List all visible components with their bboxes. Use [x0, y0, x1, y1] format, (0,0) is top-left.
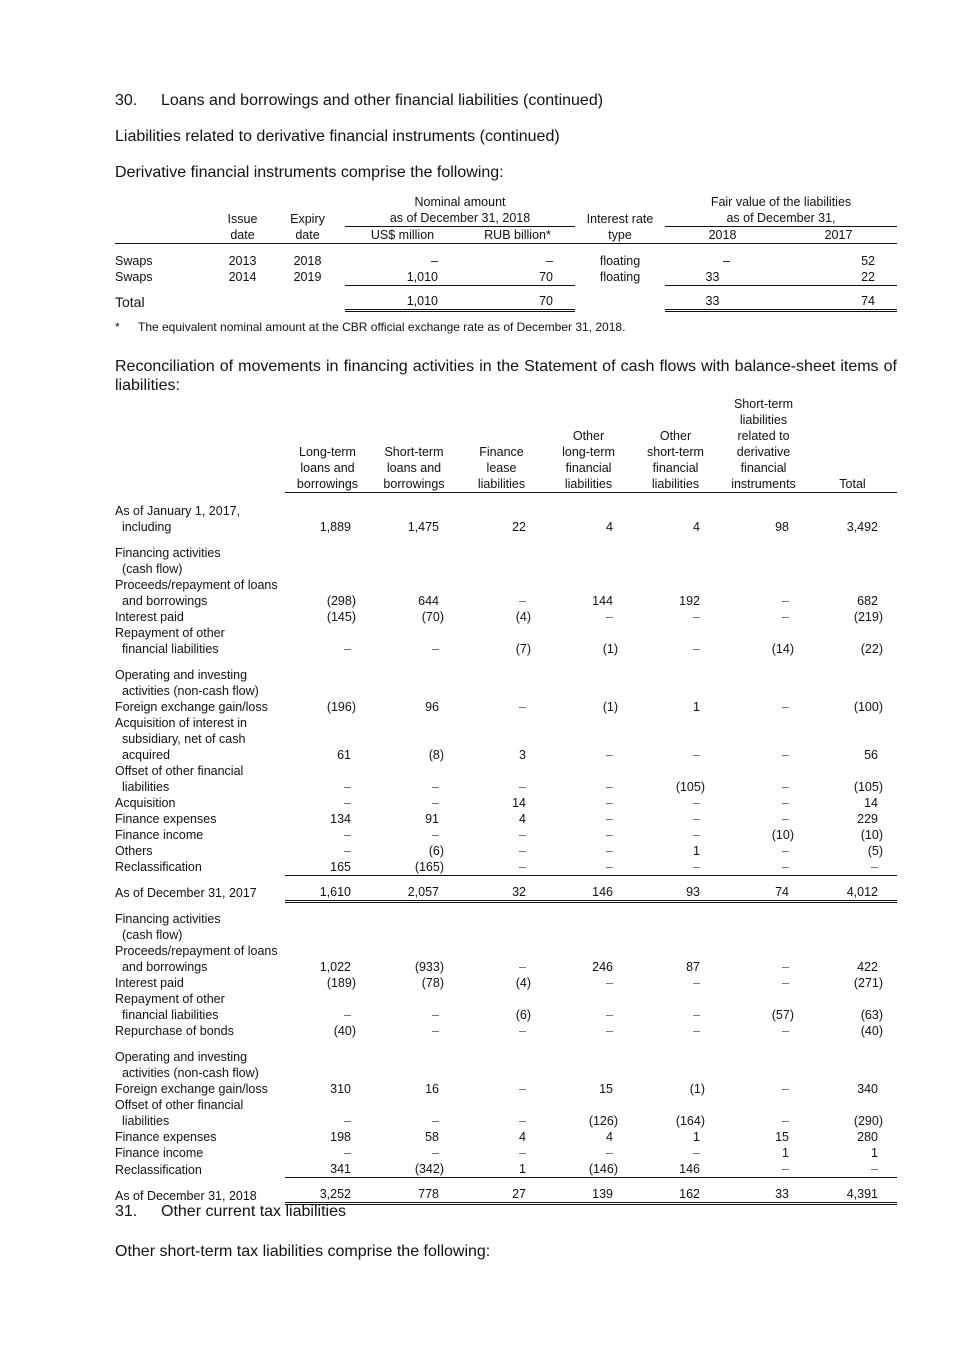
cell-value: –: [782, 976, 789, 990]
table-row: [115, 1097, 897, 1129]
cell-value: –: [693, 976, 700, 990]
cell-value: –: [808, 859, 897, 876]
cell-value: (146): [545, 1161, 632, 1178]
intro-text: Derivative financial instruments comprise the following:: [115, 164, 504, 181]
table-row: Swaps 2013 2018 – – floating – 52: [115, 254, 875, 268]
cell-value: –: [432, 641, 439, 656]
cell-value: (105): [675, 779, 705, 794]
cell-value: (4): [515, 609, 531, 624]
row-label: Operating and investing activities (non-cash flow): [115, 667, 259, 698]
table-row: [115, 699, 897, 715]
row-label: Finance expenses: [115, 811, 217, 826]
cell-value: 15: [599, 1082, 613, 1096]
row-label: Repurchase of bonds: [115, 1024, 234, 1038]
cell-value: –: [432, 779, 439, 794]
row-label: Reclassification: [115, 860, 202, 874]
cell-value: (22): [860, 641, 883, 656]
cell-value: [808, 657, 897, 699]
row-label: Operating and investing activities (non-cash flow): [115, 1050, 259, 1080]
cell-value: [458, 535, 545, 577]
cell-value: –: [344, 827, 351, 842]
cell-value: 4: [606, 1130, 613, 1144]
cell-value: –: [432, 795, 439, 810]
cell-value: [458, 657, 545, 699]
cell-value: –: [519, 827, 526, 842]
table-row: [115, 943, 897, 975]
cell-value: –: [606, 827, 613, 842]
cell-value: –: [344, 795, 351, 810]
row-label: Acquisition: [115, 795, 176, 810]
cell-value: –: [344, 1008, 351, 1022]
cell-value: –: [782, 960, 789, 974]
table-row: [115, 859, 897, 876]
cell-value: 198: [330, 1130, 351, 1144]
cell-value: 1,610: [285, 875, 370, 901]
cell-value: –: [782, 779, 789, 794]
cell-value: –: [519, 1114, 526, 1128]
cell-value: (5): [867, 843, 883, 858]
row-label: Foreign exchange gain/loss: [115, 699, 268, 714]
cell-value: –: [344, 779, 351, 794]
cell-value: [545, 1039, 632, 1081]
cell-value: 16: [425, 1082, 439, 1096]
cell-value: (10): [771, 827, 794, 842]
cell-value: (126): [588, 1114, 618, 1128]
cell-value: 1: [458, 1161, 545, 1178]
balance-row: [115, 1178, 897, 1204]
cell-value: [719, 901, 808, 943]
cell-value: –: [519, 699, 526, 714]
cell-value: 4,012: [808, 875, 897, 901]
cell-value: (1): [689, 1082, 705, 1096]
cell-value: 98: [775, 519, 789, 534]
table-row: [115, 609, 897, 625]
balance-row: [115, 875, 897, 901]
cell-value: –: [344, 843, 351, 858]
cell-value: 14: [864, 795, 878, 810]
cell-value: 644: [418, 593, 439, 608]
cell-value: 91: [425, 811, 439, 826]
cell-value: (6): [428, 843, 444, 858]
cell-value: (1): [602, 699, 618, 714]
cell-value: (40): [860, 1024, 883, 1038]
cell-value: 4: [606, 519, 613, 534]
cell-value: 4: [519, 811, 526, 826]
section-heading-row: [115, 901, 897, 943]
cell-value: 14: [512, 795, 526, 810]
cell-value: –: [545, 859, 632, 876]
cell-value: –: [432, 1114, 439, 1128]
cell-value: –: [606, 609, 613, 624]
cell-value: (4): [515, 976, 531, 990]
row-label: Acquisition of interest in subsidiary, net of cash acquired: [115, 715, 248, 762]
cell-value: 1,889: [319, 519, 351, 534]
cell-value: [285, 901, 370, 943]
cell-value: [808, 901, 897, 943]
cell-value: 682: [857, 593, 878, 608]
cell-value: (196): [326, 699, 356, 714]
cell-value: (14): [771, 641, 794, 656]
cell-value: –: [519, 1082, 526, 1096]
cell-value: –: [344, 641, 351, 656]
cell-value: 139: [545, 1178, 632, 1204]
cell-value: 1: [693, 843, 700, 858]
row-label: As of December 31, 2018: [115, 1188, 257, 1203]
cell-value: 74: [719, 875, 808, 901]
row-label: As of December 31, 2017: [115, 886, 257, 900]
expiry-date-header: Expiry date: [270, 227, 345, 244]
cell-value: –: [693, 1008, 700, 1022]
section-heading-row: [115, 1039, 897, 1081]
cell-value: 341: [285, 1161, 370, 1178]
table-row: [115, 991, 897, 1023]
table-row: [115, 715, 897, 763]
cell-value: –: [519, 960, 526, 974]
cell-value: 280: [857, 1130, 878, 1144]
table-row: [115, 811, 897, 827]
cell-value: –: [606, 976, 613, 990]
cell-value: 1: [871, 1146, 878, 1160]
cell-value: 146: [545, 875, 632, 901]
column-header: Total: [808, 396, 897, 493]
cell-value: –: [432, 1146, 439, 1160]
total-row: Total 1,010 70 33 74: [115, 286, 897, 311]
cell-value: [285, 535, 370, 577]
cell-value: 4: [693, 519, 700, 534]
cell-value: 1,022: [319, 960, 351, 974]
cell-value: 58: [425, 1130, 439, 1144]
section-30-heading: 30. Loans and borrowings and other financial liabilities (continued): [115, 92, 604, 109]
cell-value: –: [782, 1082, 789, 1096]
cell-value: [285, 657, 370, 699]
cell-value: (164): [675, 1114, 705, 1128]
cell-value: (1): [602, 641, 618, 656]
cell-value: 246: [592, 960, 613, 974]
table-row: [115, 1145, 897, 1161]
cell-value: 229: [857, 811, 878, 826]
cell-value: (105): [853, 779, 883, 794]
cell-value: –: [782, 747, 789, 762]
table-row: [115, 1129, 897, 1145]
cell-value: –: [719, 1161, 808, 1178]
cell-value: –: [519, 843, 526, 858]
cell-value: 4: [519, 1130, 526, 1144]
cell-value: –: [606, 811, 613, 826]
cell-value: [370, 1039, 458, 1081]
table-row: [115, 493, 897, 535]
cell-value: –: [693, 795, 700, 810]
fair-value-group-header: Fair value of the liabilities as of December 31,: [665, 194, 897, 227]
table-row: [115, 763, 897, 795]
section-heading-row: [115, 657, 897, 699]
row-label: Reclassification: [115, 1162, 202, 1177]
year-2018-header: 2018: [665, 227, 780, 244]
cell-value: –: [606, 843, 613, 858]
cell-value: [719, 535, 808, 577]
cell-value: [632, 1039, 719, 1081]
cell-value: –: [606, 795, 613, 810]
table-row: [115, 1023, 897, 1039]
row-label: Proceeds/repayment of loans and borrowings: [115, 944, 278, 974]
cell-value: –: [782, 699, 789, 714]
cell-value: 134: [330, 811, 351, 826]
cell-value: –: [782, 811, 789, 826]
cell-value: [458, 1039, 545, 1081]
row-label: Interest paid: [115, 976, 184, 990]
row-label: Others: [115, 843, 153, 858]
table-row: [115, 577, 897, 609]
cell-value: –: [606, 1024, 613, 1038]
cell-value: –: [344, 1114, 351, 1128]
cell-value: –: [632, 859, 719, 876]
cell-value: 778: [370, 1178, 458, 1204]
issue-date-header: Issue date: [215, 227, 270, 244]
cell-value: (57): [771, 1008, 794, 1022]
row-label: Finance income: [115, 827, 204, 842]
cell-value: –: [519, 593, 526, 608]
cell-value: –: [782, 795, 789, 810]
column-header: Short-term liabilities related to derivative financial instruments: [719, 396, 808, 493]
cell-value: –: [458, 859, 545, 876]
cell-value: –: [693, 1024, 700, 1038]
cell-value: –: [693, 1146, 700, 1160]
cell-value: 96: [425, 699, 439, 714]
cell-value: –: [782, 1024, 789, 1038]
cell-value: –: [693, 747, 700, 762]
cell-value: (298): [326, 593, 356, 608]
cell-value: –: [693, 827, 700, 842]
rate-type-header: type: [575, 227, 665, 244]
cell-value: [719, 657, 808, 699]
cell-value: 15: [775, 1130, 789, 1144]
section-31-intro: Other short-term tax liabilities comprise the following:: [115, 1243, 491, 1260]
section-heading-row: [115, 535, 897, 577]
cell-value: (10): [860, 827, 883, 842]
column-header: Other short-term financial liabilities: [632, 396, 719, 493]
cell-value: (63): [860, 1008, 883, 1022]
cell-value: –: [719, 859, 808, 876]
cell-value: 87: [686, 960, 700, 974]
cell-value: [632, 535, 719, 577]
cell-value: [545, 901, 632, 943]
cell-value: –: [519, 1024, 526, 1038]
column-header: Finance lease liabilities: [458, 396, 545, 493]
cell-value: 1,475: [407, 519, 439, 534]
row-label: Finance income: [115, 1146, 204, 1160]
cell-value: (290): [853, 1114, 883, 1128]
column-header: Long-term loans and borrowings: [285, 396, 370, 493]
cell-value: [370, 657, 458, 699]
row-label: As of January 1, 2017, including: [115, 503, 241, 534]
cell-value: –: [782, 593, 789, 608]
cell-value: 4,391: [808, 1178, 897, 1204]
cell-value: (78): [421, 976, 444, 990]
cell-value: (70): [421, 609, 444, 624]
cell-value: –: [432, 827, 439, 842]
cell-value: 3: [519, 747, 526, 762]
table-row: [115, 1081, 897, 1097]
cell-value: (6): [515, 1008, 531, 1022]
cell-value: 310: [330, 1082, 351, 1096]
cell-value: –: [782, 1114, 789, 1128]
table-row: [115, 843, 897, 859]
cell-value: –: [606, 779, 613, 794]
table-row: [115, 625, 897, 657]
year-2017-header: 2017: [780, 227, 897, 244]
cell-value: 56: [864, 747, 878, 762]
row-label: Interest paid: [115, 609, 184, 624]
cell-value: 146: [632, 1161, 719, 1178]
cell-value: (271): [853, 976, 883, 990]
cell-value: 3,252: [285, 1178, 370, 1204]
cell-value: (8): [428, 747, 444, 762]
cell-value: 162: [632, 1178, 719, 1204]
cell-value: –: [519, 1146, 526, 1160]
cell-value: 2,057: [370, 875, 458, 901]
row-label: Financing activities (cash flow): [115, 545, 221, 576]
table-row: [115, 827, 897, 843]
cell-value: –: [606, 1146, 613, 1160]
cell-value: 33: [719, 1178, 808, 1204]
row-label: Repayment of other financial liabilities: [115, 625, 225, 656]
cell-value: 1: [693, 699, 700, 714]
cell-value: (40): [333, 1024, 356, 1038]
cell-value: (145): [326, 609, 356, 624]
column-header: Other long-term financial liabilities: [545, 396, 632, 493]
cell-value: –: [344, 1146, 351, 1160]
cell-value: 61: [337, 747, 351, 762]
cell-value: [370, 535, 458, 577]
cell-value: [632, 901, 719, 943]
cell-value: [285, 1039, 370, 1081]
footnote: * The equivalent nominal amount at the CBR official exchange rate as of December 31, 2018.: [115, 320, 626, 334]
cell-value: 1: [782, 1146, 789, 1160]
reconciliation-table: [115, 396, 897, 1205]
cell-value: (100): [853, 699, 883, 714]
subtitle: Liabilities related to derivative financial instruments (continued): [115, 128, 560, 145]
cell-value: 93: [632, 875, 719, 901]
cell-value: (933): [414, 960, 444, 974]
cell-value: –: [693, 641, 700, 656]
cell-value: (165): [370, 859, 458, 876]
section-31-heading: 31. Other current tax liabilities: [115, 1203, 346, 1220]
cell-value: [370, 901, 458, 943]
cell-value: 1: [693, 1130, 700, 1144]
nominal-group-header: Nominal amount as of December 31, 2018: [345, 194, 575, 227]
derivatives-table: [115, 194, 897, 312]
cell-value: [632, 657, 719, 699]
reconciliation-intro: Reconciliation of movements in financing activities in the Statement of cash flows with balance-sheet items of liabilities:: [115, 358, 897, 394]
cell-value: 340: [857, 1082, 878, 1096]
rub-header: RUB billion*: [460, 227, 575, 244]
cell-value: [808, 1039, 897, 1081]
cell-value: –: [693, 811, 700, 826]
cell-value: –: [782, 609, 789, 624]
cell-value: (342): [370, 1161, 458, 1178]
row-label: Offset of other financial liabilities: [115, 763, 244, 794]
cell-value: 27: [458, 1178, 545, 1204]
cell-value: 22: [512, 519, 526, 534]
usd-header: US$ million: [345, 227, 460, 244]
cell-value: –: [808, 1161, 897, 1178]
table-row: [115, 1161, 897, 1178]
rate-header: Interest rate: [586, 211, 654, 226]
cell-value: (219): [853, 609, 883, 624]
cell-value: [808, 535, 897, 577]
row-label: Proceeds/repayment of loans and borrowings: [115, 577, 278, 608]
row-label: Financing activities (cash flow): [115, 912, 221, 942]
cell-value: 165: [285, 859, 370, 876]
cell-value: 422: [857, 960, 878, 974]
table-row: [115, 795, 897, 811]
cell-value: [458, 901, 545, 943]
table-row: [115, 975, 897, 991]
cell-value: 32: [458, 875, 545, 901]
column-header: Short-term loans and borrowings: [370, 396, 458, 493]
cell-value: –: [782, 843, 789, 858]
cell-value: –: [606, 747, 613, 762]
row-label: Foreign exchange gain/loss: [115, 1082, 268, 1096]
cell-value: 3,492: [846, 519, 878, 534]
cell-value: (7): [515, 641, 531, 656]
cell-value: 192: [679, 593, 700, 608]
cell-value: [545, 657, 632, 699]
cell-value: [545, 535, 632, 577]
cell-value: (189): [326, 976, 356, 990]
row-label: Finance expenses: [115, 1130, 217, 1144]
cell-value: [719, 1039, 808, 1081]
row-label: Offset of other financial liabilities: [115, 1098, 244, 1128]
cell-value: –: [432, 1024, 439, 1038]
table-row: Swaps 2014 2019 1,010 70 floating 33 22: [115, 269, 897, 286]
cell-value: 144: [592, 593, 613, 608]
row-label: Repayment of other financial liabilities: [115, 992, 225, 1022]
cell-value: –: [519, 779, 526, 794]
cell-value: –: [606, 1008, 613, 1022]
cell-value: –: [432, 1008, 439, 1022]
cell-value: –: [693, 609, 700, 624]
